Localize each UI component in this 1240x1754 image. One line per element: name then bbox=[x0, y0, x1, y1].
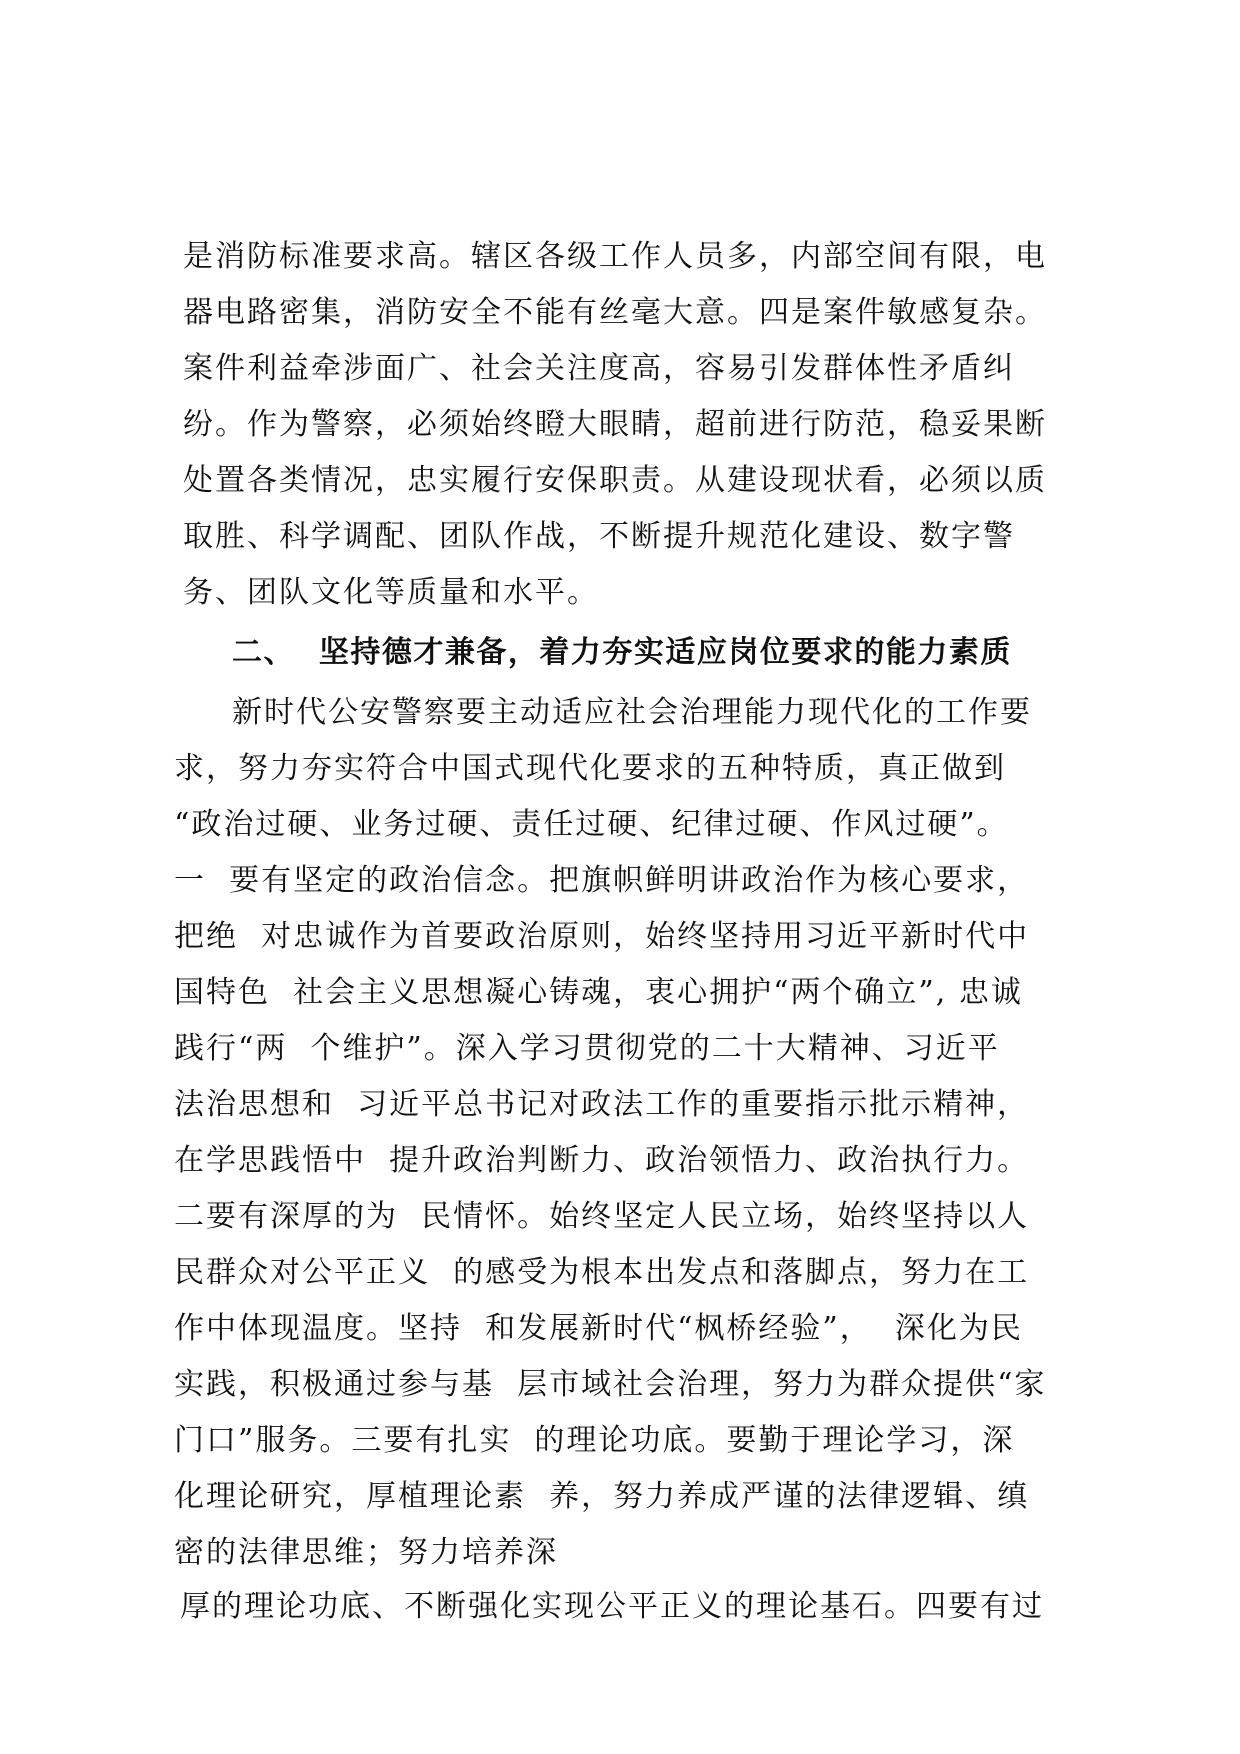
paragraph-line: 纷。作为警察，必须始终瞪大眼睛，超前进行防范，稳妥果断 bbox=[183, 407, 1047, 442]
paragraph-line: 密的法律思维；努力培养深 bbox=[174, 1535, 558, 1570]
paragraph-line: 务、团队文化等质量和水平。 bbox=[183, 575, 599, 610]
paragraph-line: 新时代公安警察要主动适应社会治理能力现代化的工作要 bbox=[232, 695, 1032, 730]
paragraph-line: 案件利益牵涉面广、社会关注度高，容易引发群体性矛盾纠 bbox=[183, 351, 1015, 386]
paragraph-line: 把绝 对忠诚作为首要政治原则，始终坚持用习近平新时代中 bbox=[174, 919, 1030, 954]
paragraph-line: “政治过硬、业务过硬、责任过硬、纪律过硬、作风过硬”。 bbox=[174, 807, 1009, 842]
paragraph-line: 法治思想和 习近平总书记对政法工作的重要指示批示精神， bbox=[174, 1087, 1030, 1122]
paragraph-line: 化理论研究，厚植理论素 养，努力养成严谨的法律逻辑、缜 bbox=[174, 1479, 1030, 1514]
paragraph-line: 处置各类情况，忠实履行安保职责。从建设现状看，必须以质 bbox=[183, 463, 1047, 498]
paragraph-line: 厚的理论功底、不断强化实现公平正义的理论基石。四要有过 bbox=[180, 1589, 1044, 1624]
paragraph-line: 器电路密集，消防安全不能有丝毫大意。四是案件敏感复杂。 bbox=[183, 295, 1047, 330]
paragraph-line: 民群众对公平正义 的感受为根本出发点和落脚点，努力在工 bbox=[174, 1255, 1030, 1290]
paragraph-line: 实践，积极通过参与基 层市域社会治理，努力为群众提供“家 bbox=[174, 1367, 1047, 1402]
paragraph-line: 取胜、科学调配、团队作战，不断提升规范化建设、数字警 bbox=[183, 519, 1015, 554]
paragraph-line: 门口”服务。三要有扎实 的理论功底。要勤于理论学习，深 bbox=[174, 1423, 1015, 1458]
paragraph-line: 国特色 社会主义思想凝心铸魂，衷心拥护“两个确立”, 忠诚 bbox=[174, 975, 1023, 1010]
paragraph-line: 一 要有坚定的政治信念。把旗帜鲜明讲政治作为核心要求， bbox=[174, 863, 1030, 898]
section-heading: 二、 坚持德才兼备，着力夯实适应岗位要求的能力素质 bbox=[232, 635, 1012, 670]
paragraph-line: 作中体现温度。坚持 和发展新时代“枫桥经验”， 深化为民 bbox=[174, 1311, 1023, 1346]
paragraph-line: 在学思践悟中 提升政治判断力、政治领悟力、政治执行力。 bbox=[174, 1143, 1030, 1178]
paragraph-line: 二要有深厚的为 民情怀。始终坚定人民立场，始终坚持以人 bbox=[174, 1199, 1030, 1234]
paragraph-line: 践行“两 个维护”。深入学习贯彻党的二十大精神、习近平 bbox=[174, 1031, 1000, 1066]
paragraph-line: 是消防标准要求高。辖区各级工作人员多，内部空间有限，电 bbox=[183, 239, 1047, 274]
paragraph-line: 求，努力夯实符合中国式现代化要求的五种特质，真正做到 bbox=[174, 751, 1006, 786]
